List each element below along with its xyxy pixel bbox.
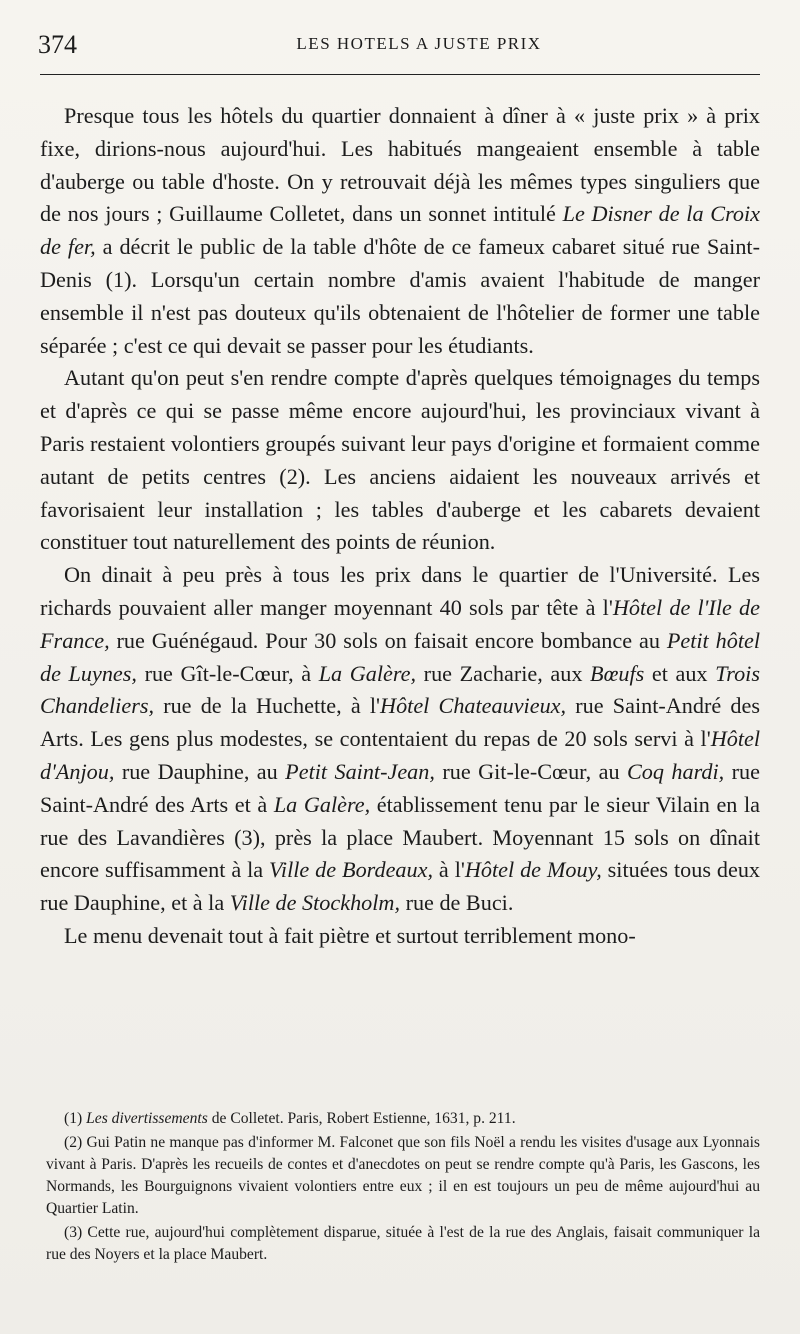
p3-text: rue Git-le-Cœur, au: [434, 758, 627, 784]
p3-place: Coq hardi,: [627, 758, 725, 784]
p3-place: Petit Saint-Jean,: [285, 758, 435, 784]
footnote-2: (2) Gui Patin ne manque pas d'informer M. Falconet que son fils Noël a rendu les visites d'usage aux Lyonnais vivant à Paris. D'après les recueils de contes et d'anecdotes on peut se rendre compte qu'à Paris, les Gascons, les Normands, les Bourguignons vivaient volontiers entre eux ; il en est toujours un peu de même aujourd'hui au Quartier Latin.: [46, 1134, 760, 1217]
p3-place: Ville de Bordeaux,: [269, 857, 434, 883]
p3-text: rue de Buci.: [400, 890, 514, 916]
p3-text: rue Gît-le-Cœur, à: [136, 660, 319, 686]
p3-text: rue Dauphine, au: [114, 758, 286, 784]
footnote-1-title: Les divertissements: [86, 1110, 208, 1127]
p3-text: établissement tenu par le sieur Vilain en la rue des Lavandières (3), près la place Maubert. Moyennant 15 sols on dînait encore suffisamment à la: [40, 791, 760, 883]
footnote-1-text: de Colletet. Paris, Robert Estienne, 1631, p. 211.: [207, 1110, 516, 1127]
paragraph-4: Le menu devenait tout à fait piètre et surtout terriblement mono-: [64, 922, 636, 948]
page-header: [38, 30, 760, 64]
main-text: [40, 100, 760, 953]
p3-text: rue de la Huchette, à l': [154, 693, 381, 719]
footnotes: [46, 1108, 760, 1268]
header-rule: [40, 74, 760, 75]
p3-text: rue Saint-André des Arts. Les gens plus modestes, se contentaient du repas de 20 sols servi à l': [40, 693, 760, 752]
p3-place: Hôtel d'Anjou,: [40, 726, 760, 784]
p3-place: Hôtel Chateauvieux,: [380, 693, 567, 719]
p3-text: situées tous deux rue Dauphine, et à la: [40, 857, 761, 916]
p3-text: rue Guénégaud. Pour 30 sols on faisait encore bombance au: [109, 627, 667, 653]
footnote-1: [46, 1108, 760, 1130]
p3-text: à l': [433, 857, 465, 883]
p3-place: La Galère,: [273, 791, 371, 817]
paragraph-2: Autant qu'on peut s'en rendre compte d'après quelques témoignages du temps et d'après ce qui se passe même encore aujourd'hui, les provinciaux vivant à Paris restaient volontiers groupés suivant leur pays d'origine et formaient comme autant de petits centres (2). Les anciens aidaient les nouveaux arrivés et favorisaient leur installation ; les tables d'auberge et les cabarets devaient constituer tout naturellement des points de réunion.: [40, 365, 760, 555]
p3-place: Hôtel de Mouy,: [464, 857, 602, 883]
p3-place: La Galère,: [318, 660, 417, 686]
running-title: LES HOTELS A JUSTE PRIX: [296, 34, 542, 53]
paragraph-1-text-rest: a décrit le public de la table d'hôte de ce fameux cabaret situé rue Saint-Denis (1). Lorsqu'un certain nombre d'amis avaient l'habitude de manger ensemble il n'est pas douteux qu'ils obtenaient de l'hôtelier de former une table séparée ; c'est ce qui devait se passer pour les étudiants.: [40, 234, 760, 358]
page-number: 374: [38, 30, 77, 59]
paragraph-1-title: Le Disner de la Croix de fer,: [40, 201, 760, 260]
footnote-1-number: (1): [64, 1110, 87, 1127]
p3-place: Hôtel de l'Ile de France,: [40, 594, 760, 653]
p3-place: Bœufs: [590, 660, 645, 686]
p3-text: rue Zacharie, aux: [416, 660, 591, 686]
p3-place: Trois Chandeliers,: [40, 660, 760, 719]
p3-text: rue Saint-André des Arts et à: [40, 758, 760, 817]
paragraph-3: [40, 559, 760, 920]
p3-place: Petit hôtel de Luynes,: [40, 627, 760, 686]
p3-text: On dinait à peu près à tous les prix dans le quartier de l'Université. Les richards pouvaient aller manger moyennant 40 sols par tête à l': [40, 562, 760, 620]
paragraph-1-text: Presque tous les hôtels du quartier donnaient à dîner à « juste prix » à prix fixe, dirions-nous aujourd'hui. Les habitués mangeaient ensemble à table d'auberge ou table d'hoste. On y retrouvait déjà les mêmes types singuliers que de nos jours ; Guillaume Colletet, dans un sonnet intitulé: [40, 103, 760, 227]
p3-place: Ville de Stockholm,: [229, 890, 401, 916]
paragraph-1: [40, 100, 760, 362]
footnote-3: (3) Cette rue, aujourd'hui complètement disparue, située à l'est de la rue des Anglais, faisait communiquer la rue des Noyers et la place Maubert.: [46, 1224, 760, 1263]
p3-text: et aux: [644, 660, 716, 686]
